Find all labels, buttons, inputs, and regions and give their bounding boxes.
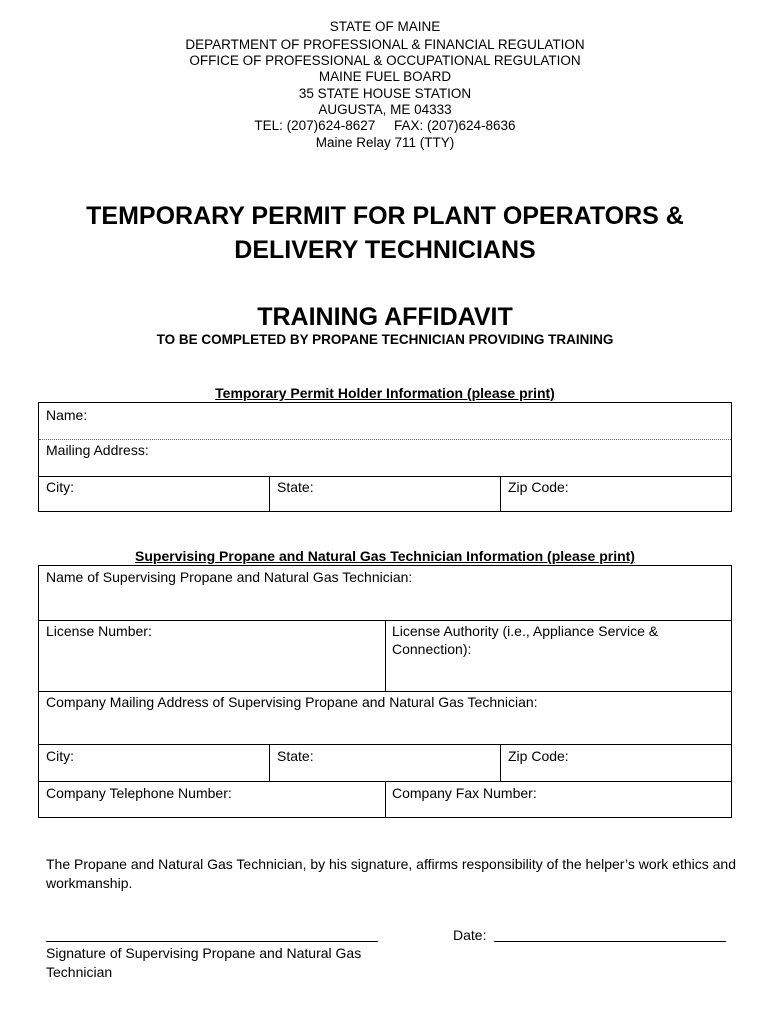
- supervisor-city-field[interactable]: City:: [46, 748, 74, 764]
- permit-holder-heading: [0, 385, 770, 401]
- header-address: 35 STATE HOUSE STATION: [298, 86, 472, 101]
- supervisor-zip-field[interactable]: Zip Code:: [508, 748, 569, 764]
- affidavit-title: TRAINING AFFIDAVIT: [257, 303, 513, 331]
- city-field[interactable]: City:: [46, 479, 74, 495]
- column-divider: [500, 744, 501, 781]
- affirmation-text: The Propane and Natural Gas Technician, by his signature, affirms responsibility of the helper’s work ethics and workmanship.: [46, 856, 736, 891]
- column-divider: [269, 476, 270, 511]
- zip-code-field[interactable]: Zip Code:: [508, 479, 569, 495]
- supervisor-heading-text: Supervising Propane and Natural Gas Technician Information (please print): [135, 548, 635, 564]
- state-field[interactable]: State:: [277, 479, 314, 495]
- supervisor-state-field[interactable]: State:: [277, 748, 314, 764]
- supervisor-name-field[interactable]: Name of Supervising Propane and Natural Gas Technician:: [46, 569, 413, 585]
- form-subtitle: TO BE COMPLETED BY PROPANE TECHNICIAN PROVIDING TRAINING: [156, 332, 614, 347]
- supervisor-table: [38, 565, 732, 818]
- header-office: OFFICE OF PROFESSIONAL & OCCUPATIONAL REGULATION: [189, 53, 581, 68]
- header-city: AUGUSTA, ME 04333: [318, 102, 452, 117]
- date-label: Date:: [453, 927, 487, 943]
- column-divider: [500, 476, 501, 511]
- header-relay: Maine Relay 711 (TTY): [315, 135, 455, 150]
- column-divider: [269, 744, 270, 781]
- license-number-field[interactable]: License Number:: [46, 623, 152, 639]
- column-divider: [385, 781, 386, 817]
- company-telephone-field[interactable]: Company Telephone Number:: [46, 785, 232, 801]
- permit-holder-table: [38, 402, 732, 512]
- signature-label-line-1: Signature of Supervising Propane and Natural Gas: [46, 945, 362, 961]
- form-title-line-2: DELIVERY TECHNICIANS: [234, 236, 536, 264]
- row-divider: [39, 691, 731, 692]
- form-title-line-1: TEMPORARY PERMIT FOR PLANT OPERATORS &: [86, 202, 684, 230]
- license-authority-label-2: Connection):: [392, 641, 472, 657]
- permit-holder-heading-text: Temporary Permit Holder Information (please print): [215, 385, 555, 401]
- row-divider: [39, 476, 731, 477]
- header-state: STATE OF MAINE: [329, 19, 441, 34]
- header-phone-fax: TEL: (207)624-8627 FAX: (207)624-8636: [254, 118, 516, 133]
- date-line[interactable]: [494, 941, 726, 942]
- column-divider: [385, 620, 386, 691]
- name-field[interactable]: Name:: [46, 407, 88, 423]
- license-authority-field[interactable]: [392, 622, 658, 658]
- signature-label-line-2: Technician: [46, 964, 113, 980]
- row-divider: [39, 744, 731, 745]
- header-board: MAINE FUEL BOARD: [318, 69, 452, 84]
- license-authority-label-1: License Authority (i.e., Appliance Service &: [392, 623, 659, 639]
- company-address-field[interactable]: Company Mailing Address of Supervising Propane and Natural Gas Technician:: [46, 694, 538, 710]
- signature-label: [46, 944, 361, 982]
- row-divider: [39, 439, 731, 440]
- company-fax-field[interactable]: Company Fax Number:: [392, 785, 537, 801]
- header-department: DEPARTMENT OF PROFESSIONAL & FINANCIAL REGULATION: [185, 37, 585, 52]
- signature-line[interactable]: [46, 941, 378, 942]
- mailing-address-field[interactable]: Mailing Address:: [46, 442, 149, 458]
- supervisor-heading: [0, 548, 770, 564]
